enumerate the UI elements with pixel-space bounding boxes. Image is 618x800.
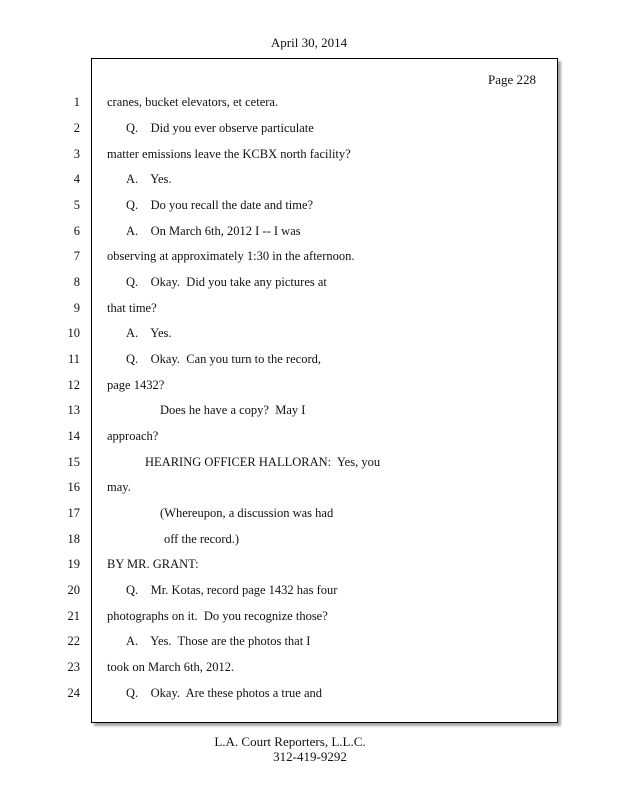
line-number: 17 [67,506,80,520]
line-number: 6 [73,224,80,238]
transcript-line: approach? [107,429,159,443]
transcript-line: A. Yes. Those are the photos that I [126,634,311,648]
transcript-line: Does he have a copy? May I [160,403,306,417]
transcript-line: Q. Okay. Can you turn to the record, [126,352,321,366]
line-number: 4 [73,172,80,186]
line-number: 3 [73,147,80,161]
line-number: 20 [67,583,80,597]
transcript-line: A. Yes. [126,172,172,186]
line-number: 24 [67,686,80,700]
transcript-line: Q. Okay. Are these photos a true and [126,686,323,700]
transcript-line: (Whereupon, a discussion was had [160,506,334,520]
line-number: 7 [73,249,80,263]
line-number: 1 [73,95,80,109]
line-number: 16 [67,480,80,494]
line-number: 8 [73,275,80,289]
line-number: 2 [73,121,80,135]
transcript-line: observing at approximately 1:30 in the afternoon. [107,249,355,263]
transcript-line: matter emissions leave the KCBX north facility? [107,147,351,161]
page-number: Page 228 [488,72,537,87]
line-number: 18 [67,532,80,546]
line-number: 11 [67,352,80,366]
line-number: 19 [67,557,80,571]
line-number: 15 [67,455,80,469]
line-number: 10 [67,326,80,340]
line-number: 5 [73,198,80,212]
footer-company: L.A. Court Reporters, L.L.C. [214,734,366,749]
transcript-line: cranes, bucket elevators, et cetera. [107,95,279,109]
line-number: 23 [67,660,80,674]
line-number: 9 [73,301,80,315]
transcript-line: may. [107,480,131,494]
line-number: 13 [67,403,80,417]
transcript-line: Q. Did you ever observe particulate [126,121,314,135]
line-number: 12 [67,378,80,392]
transcript-line: Q. Mr. Kotas, record page 1432 has four [126,583,338,597]
header-date: April 30, 2014 [270,35,348,50]
transcript-line: A. On March 6th, 2012 I -- I was [126,224,301,238]
transcript-line: Q. Okay. Did you take any pictures at [126,275,327,289]
transcript-line: A. Yes. [126,326,172,340]
transcript-line: BY MR. GRANT: [107,557,199,571]
transcript-line: Q. Do you recall the date and time? [126,198,314,212]
line-number: 22 [67,634,80,648]
transcript-line: that time? [107,301,157,315]
footer-phone: 312-419-9292 [273,749,347,764]
transcript-line: took on March 6th, 2012. [107,660,235,674]
transcript-line: photographs on it. Do you recognize those? [107,609,328,623]
transcript-line: off the record.) [164,532,240,546]
transcript-line: HEARING OFFICER HALLORAN: Yes, you [145,455,381,469]
transcript-line: page 1432? [107,378,165,392]
line-number: 14 [67,429,80,443]
line-number: 21 [67,609,80,623]
